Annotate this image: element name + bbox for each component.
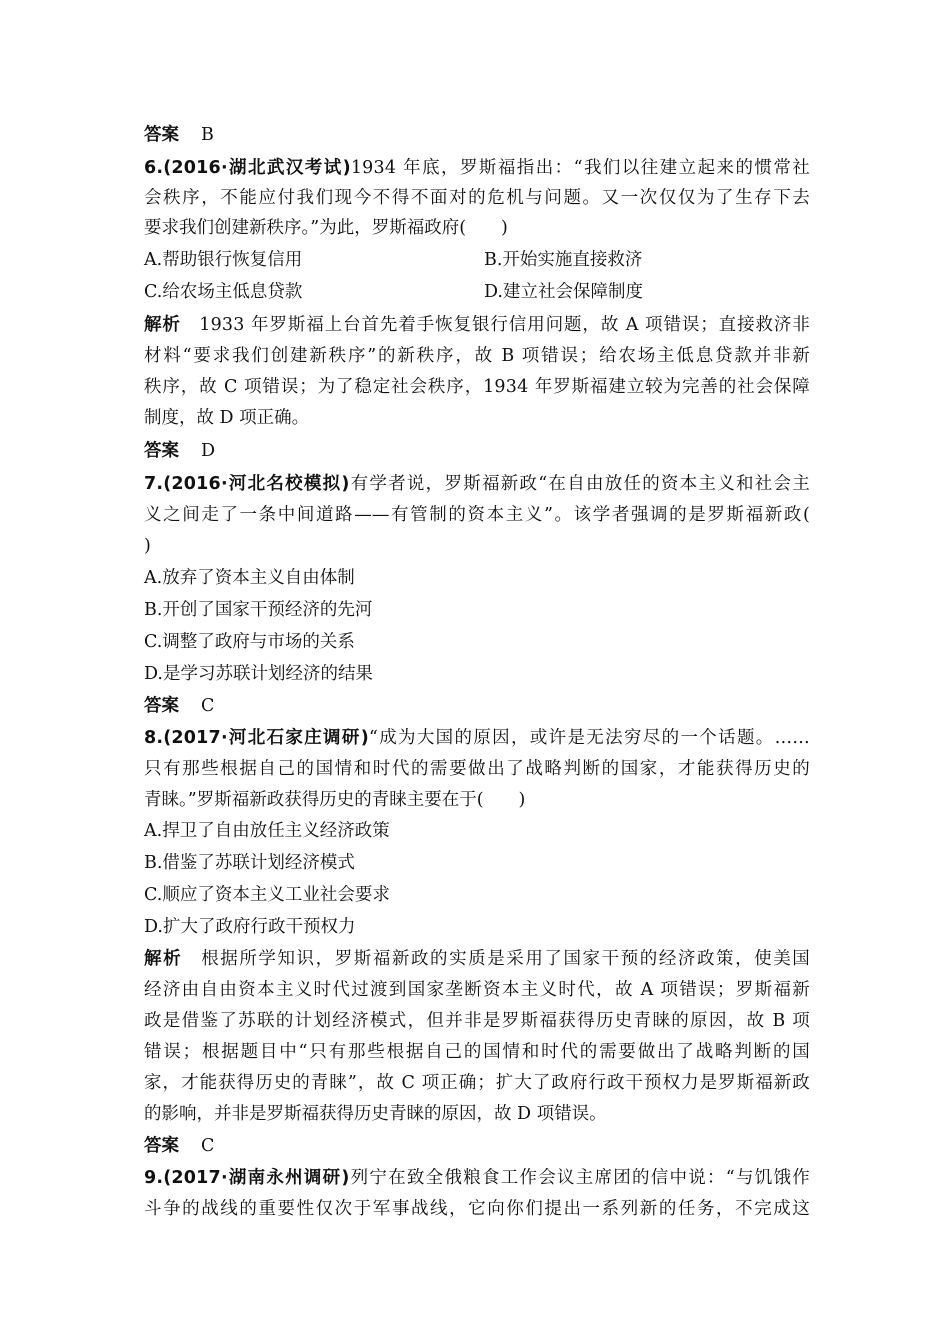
- answer-label: 答案: [144, 1136, 179, 1156]
- question-7-line-2: 义之间走了一条中间道路——有管制的资本主义”。该学者强调的是罗斯福新政(: [144, 505, 810, 525]
- analysis-8-line-5: 家，才能获得历史的青睐”，故 C 项正确；扩大了政府行政干预权力是罗斯福新政: [144, 1073, 810, 1093]
- analysis-6-line-3: 秩序，故 C 项错误；为了稳定社会秩序，1934 年罗斯福建立较为完善的社会保障: [144, 377, 810, 397]
- analysis-8-line-3: 政是借鉴了苏联的计划经济模式，但并非是罗斯福获得历史青睐的原因，故 B 项: [144, 1011, 810, 1031]
- question-number: 8.: [144, 728, 164, 748]
- question-text: 有学者说，罗斯福新政“在自由放任的资本主义和社会主: [349, 474, 810, 494]
- question-number: 6.: [144, 158, 164, 178]
- option-c: C.给农场主低息贷款: [144, 282, 303, 302]
- answer-value: D: [201, 441, 216, 461]
- answer-label: 答案: [144, 696, 179, 716]
- question-7-line-1: [144, 471, 810, 497]
- analysis-6-line-4: 制度，故 D 项正确。: [144, 408, 310, 428]
- option-c: C.顺应了资本主义工业社会要求: [144, 885, 390, 905]
- question-source: (2017·河北石家庄调研): [163, 728, 369, 748]
- option-a: A.放弃了资本主义自由体制: [144, 568, 355, 588]
- analysis-8-line-1: [144, 946, 810, 972]
- analysis-6-line-1: [144, 312, 810, 338]
- answer-line: [144, 693, 810, 719]
- option-b: B.借鉴了苏联计划经济模式: [144, 853, 355, 873]
- question-source: (2016·河北名校模拟): [163, 474, 350, 494]
- analysis-label: 解析: [144, 315, 181, 335]
- question-source: (2016·湖北武汉考试): [163, 158, 351, 178]
- analysis-8-line-6: 的影响，并非是罗斯福获得历史青睐的原因，故 D 项错误。: [144, 1104, 607, 1124]
- answer-line: [144, 1133, 810, 1159]
- question-text: 列宁在致全俄粮食工作会议主席团的信中说：“与饥饿作: [349, 1168, 810, 1188]
- question-8-line-3: 青睐。”罗斯福新政获得历史的青睐主要在于( ): [144, 790, 526, 810]
- option-b: B.开创了国家干预经济的先河: [144, 600, 373, 620]
- question-text: “成为大国的原因，或许是无法穷尽的一个话题。……: [368, 728, 810, 748]
- answer-line: [144, 438, 810, 464]
- answer-value: C: [201, 696, 215, 716]
- option-a: A.捍卫了自由放任主义经济政策: [144, 821, 390, 841]
- question-6-options-row-1: [144, 247, 810, 273]
- analysis-text: 1933 年罗斯福上台首先着手恢复银行信用问题，故 A 项错误；直接救济非: [199, 315, 811, 335]
- question-8-line-2: 只有那些根据自己的国情和时代的需要做出了战略判断的国家，才能获得历史的: [144, 759, 810, 779]
- question-9-line-1: [144, 1165, 810, 1191]
- question-6-line-1: [144, 155, 810, 181]
- answer-label: 答案: [144, 125, 179, 145]
- answer-line: [144, 122, 810, 148]
- option-c: C.调整了政府与市场的关系: [144, 632, 355, 652]
- answer-value: B: [201, 125, 214, 145]
- option-a: A.帮助银行恢复信用: [144, 250, 303, 270]
- option-d: D.建立社会保障制度: [484, 282, 643, 302]
- question-8-line-1: [144, 725, 810, 751]
- option-b: B.开始实施直接救济: [484, 250, 643, 270]
- question-6-line-2: 会秩序，不能应付我们现今不得不面对的危机与问题。又一次仅仅为了生存下去: [144, 188, 810, 208]
- analysis-8-line-2: 经济由自由资本主义时代过渡到国家垄断资本主义时代，故 A 项错误；罗斯福新: [144, 980, 810, 1000]
- question-7-line-3: ): [144, 536, 151, 556]
- question-6-line-3: 要求我们创建新秩序。”为此，罗斯福政府( ): [144, 218, 508, 238]
- analysis-8-line-4: 错误；根据题目中“只有那些根据自己的国情和时代的需要做出了战略判断的国: [144, 1042, 810, 1062]
- question-6-options-row-2: [144, 279, 810, 305]
- question-9-line-2: 斗争的战线的重要性仅次于军事战线，它向你们提出一系列新的任务，不完成这: [144, 1199, 810, 1219]
- answer-value: C: [201, 1136, 215, 1156]
- option-d: D.是学习苏联计划经济的结果: [144, 664, 373, 684]
- analysis-text: 根据所学知识，罗斯福新政的实质是采用了国家干预的经济政策，使美国: [201, 949, 810, 969]
- question-source: (2017·湖南永州调研): [163, 1168, 350, 1188]
- question-text: 1934 年底，罗斯福指出：“我们以往建立起来的惯常社: [350, 158, 810, 178]
- analysis-6-line-2: 材料“要求我们创建新秩序”的新秩序，故 B 项错误；给农场主低息贷款并非新: [144, 346, 810, 366]
- question-number: 9.: [144, 1168, 164, 1188]
- analysis-label: 解析: [144, 949, 183, 969]
- answer-label: 答案: [144, 441, 179, 461]
- option-d: D.扩大了政府行政干预权力: [144, 917, 356, 937]
- question-number: 7.: [144, 474, 164, 494]
